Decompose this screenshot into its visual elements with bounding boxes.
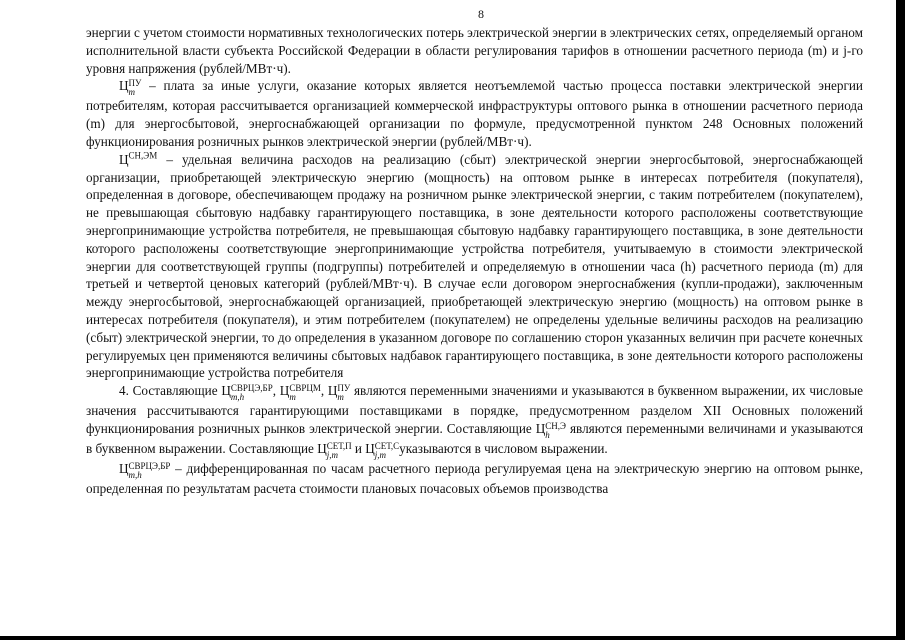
paragraph-continuation: энергии с учетом стоимости нормативных технологических потерь электрической энергии в электрических сетях, определяемый органом исполнительной власти субъекта Российской Федерации в области регулирования тарифов в отношении расчетного периода (m) и j-го уровня напряжения (рублей/МВт·ч). bbox=[86, 25, 863, 76]
symbol-c-setc: Ц СЕТ,С j,m bbox=[365, 440, 400, 460]
page-number: 8 bbox=[478, 7, 484, 21]
symbol-c-svrcebr: Ц СВРЦЭ,БР m,h bbox=[221, 383, 273, 403]
document-body bbox=[86, 24, 863, 498]
symbol-c-svrcebr-2: Ц СВРЦЭ,БР m,h bbox=[119, 460, 171, 480]
paragraph-item-4: 4. Составляющие Ц СВРЦЭ,БР m,h , Ц СВРЦМ m , Ц ПУ m являются переменными значениями и указываются в буквенном выражении, их числовые значения рассчитываются гарантирующими поставщиками в порядке, предусмотренном разделом XII Основных положений функционирования розничных рынков электрической энергии. Составляющие Ц СН,Э h являются переменными величинами и указываются в буквенном выражении. Составляющие Ц СЕТ,П j,m и Ц СЕТ,С j,m указываются в числовом выражении. bbox=[86, 383, 864, 460]
symbol-c-setp: Ц СЕТ,П j,m bbox=[317, 440, 352, 460]
symbol-c-snem: $Ц^{СН,ЭМ}$ bbox=[119, 150, 158, 167]
symbol-c-svrcm: Ц СВРЦМ m bbox=[279, 383, 321, 403]
symbol-c-sne: Ц СН,Э h bbox=[535, 420, 566, 440]
symbol-c-pu-2: Ц ПУ m bbox=[327, 383, 351, 403]
paragraph-pu-definition: Ц ПУ m – плата за иные услуги, оказание которых является неотъемлемой частью процесса поставки электрической энергии потребителям, которая рассчитывается организацией коммерческой инфраструктуры оптового рынка в отношении расчетного периода (m) для энергосбытовой, энергоснабжающей организации по формуле, предусмотренной пунктом 248 Основных положений функционирования розничных рынков электрической энергии (рублей/МВт·ч). bbox=[86, 78, 863, 149]
scan-border-right bbox=[896, 0, 905, 640]
scan-border-bottom bbox=[0, 636, 905, 640]
symbol-c-pu: Ц ПУ m bbox=[119, 78, 142, 98]
paragraph-svrcebr-definition: Ц СВРЦЭ,БР m,h – дифференцированная по часам расчетного периода регулируемая цена на электрическую энергию на оптовом рынке, определенная по результатам расчета стоимости плановых почасовых объемов производства bbox=[86, 460, 863, 496]
paragraph-snem-definition: $Ц^{СН,ЭМ}$ – удельная величина расходов на реализацию (сбыт) электрической энергии энергосбытовой, энергоснабжающей организации, приобретающей электрическую энергию (мощность) на оптовом рынке в интересах потребителя (покупателя), определенная в договоре, обеспечивающем продажу на розничном рынке электрической энергии, с таким потребителем (покупателем), не превышающая сбытовую надбавку гарантирующего поставщика, в зоне деятельности которого расположены соответствующие энергопринимающие устройства потребителя, не превышающая сбытовую надбавку гарантирующего поставщика, в зоне деятельности которого расположены соответствующие энергопринимающие устройства потребителя, учитываемую в стоимости электрической энергии для соответствующей группы (подгруппы) потребителей и определяемую в отношении часа (h) расчетного периода (m) для третьей и четвертой ценовых категорий (рублей/МВт·ч). В случае если договором энергоснабжения (купли-продажи), заключенным между энергосбытовой, энергоснабжающей организацией, приобретающей электрическую энергию (мощность) на оптовом рынке в интересах потребителя (покупателя), и этим потребителем (покупателем) не определены удельные величины расходов на реализацию (сбыт) электрической энергии, то до определения в указанном договоре по соглашению сторон указанных величин при расчете конечных регулируемых цен применяются величины сбытовых надбавок гарантирующего поставщика, в зоне деятельности которого расположены энергопринимающие устройства потребителя bbox=[86, 150, 863, 381]
